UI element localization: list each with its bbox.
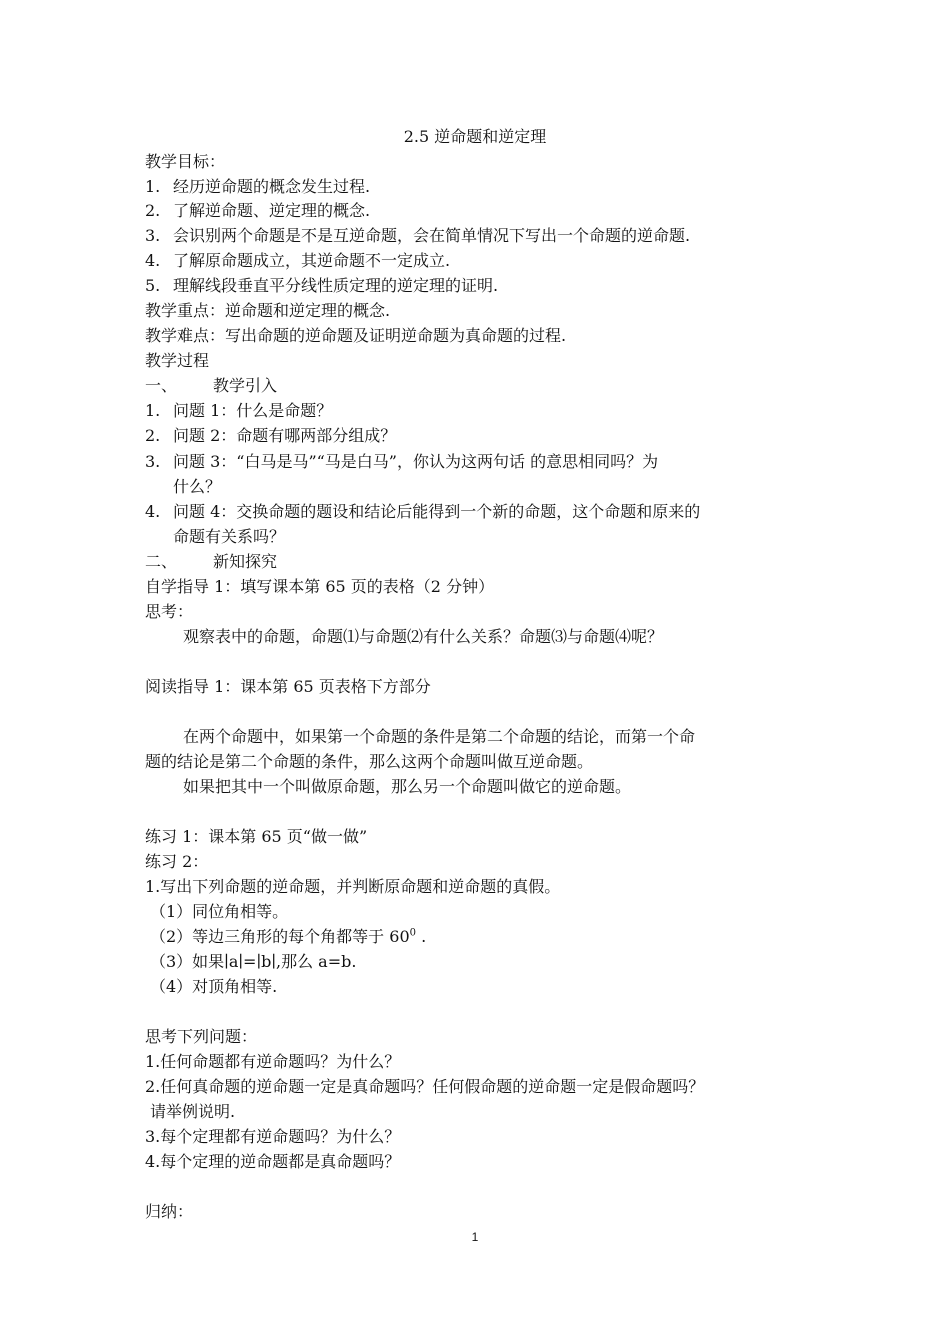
section-number: 一、	[145, 376, 178, 395]
difficulty: 教学难点：写出命题的逆命题及证明逆命题为真命题的过程.	[145, 326, 567, 345]
question-text: 问题 2：命题有哪两部分组成？	[173, 426, 397, 445]
objective-item	[145, 225, 690, 247]
definition-paragraph: 在两个命题中，如果第一个命题的条件是第二个命题的结论，而第一个命	[183, 727, 696, 746]
objective-item	[145, 200, 370, 222]
exercise-item: （3）如果∣a∣=∣b∣,那么 a=b.	[150, 952, 357, 971]
exercise-item: （1）同位角相等。	[150, 902, 289, 921]
exercise-intro: 1.写出下列命题的逆命题，并判断原命题和逆命题的真假。	[145, 877, 561, 896]
objective-item	[145, 275, 498, 297]
exercise-text: （2）等边三角形的每个角都等于 60	[150, 927, 410, 946]
objective-text: 经历逆命题的概念发生过程.	[173, 177, 371, 196]
list-number: 4.	[145, 502, 161, 521]
definition-paragraph-2: 如果把其中一个叫做原命题，那么另一个命题叫做它的逆命题。	[183, 777, 632, 796]
objectives-heading: 教学目标：	[145, 152, 226, 171]
practice-1: 练习 1：课本第 65 页“做一做”	[145, 827, 368, 846]
think-question: 2.任何真命题的逆命题一定是真命题吗？任何假命题的逆命题一定是假命题吗？	[145, 1077, 705, 1096]
process-heading: 教学过程	[145, 351, 210, 370]
question-item	[145, 400, 332, 422]
objective-text: 了解原命题成立，其逆命题不一定成立.	[173, 251, 451, 270]
question-item	[145, 425, 396, 447]
think-question: 1.任何命题都有逆命题吗？为什么？	[145, 1052, 401, 1071]
think-question-continuation: 请举例说明.	[150, 1102, 236, 1121]
degree-superscript: 0	[409, 927, 417, 939]
question-continuation: 命题有关系吗？	[173, 527, 286, 546]
exercise-item	[150, 926, 426, 948]
section-heading	[145, 551, 277, 573]
think-questions-heading: 思考下列问题：	[145, 1027, 258, 1046]
definition-paragraph-cont: 题的结论是第二个命题的条件，那么这两个命题叫做互逆命题。	[145, 752, 594, 771]
list-number: 2.	[145, 201, 161, 220]
key-point: 教学重点：逆命题和逆定理的概念.	[145, 301, 391, 320]
section-number: 二、	[145, 552, 178, 571]
think-text: 观察表中的命题，命题⑴与命题⑵有什么关系？命题⑶与命题⑷呢？	[183, 627, 664, 646]
question-text: 问题 3：“白马是马”“马是白马”，你认为这两句话 的意思相同吗？为	[173, 452, 659, 471]
self-study-guide: 自学指导 1：填写课本第 65 页的表格（2 分钟）	[145, 577, 495, 596]
list-number: 1.	[145, 177, 161, 196]
question-continuation: 什么？	[173, 477, 222, 496]
section-title: 新知探究	[213, 552, 278, 571]
list-number: 2.	[145, 426, 161, 445]
section-heading	[145, 375, 277, 397]
reading-guide: 阅读指导 1：课本第 65 页表格下方部分	[145, 677, 431, 696]
question-item	[145, 451, 658, 473]
think-question: 4.每个定理的逆命题都是真命题吗？	[145, 1152, 401, 1171]
list-number: 4.	[145, 251, 161, 270]
document-title: 2.5 逆命题和逆定理	[403, 127, 547, 146]
list-number: 3.	[145, 226, 161, 245]
list-number: 1.	[145, 401, 161, 420]
practice-2: 练习 2：	[145, 852, 209, 871]
question-text: 问题 1：什么是命题？	[173, 401, 333, 420]
page-number: 1	[471, 1230, 479, 1244]
question-item	[145, 501, 700, 523]
exercise-text-end: .	[416, 927, 427, 946]
question-text: 问题 4：交换命题的题设和结论后能得到一个新的命题，这个命题和原来的	[173, 502, 701, 521]
objective-text: 了解逆命题、逆定理的概念.	[173, 201, 371, 220]
objective-text: 理解线段垂直平分线性质定理的逆定理的证明.	[173, 276, 499, 295]
objective-text: 会识别两个命题是不是互逆命题，会在简单情况下写出一个命题的逆命题.	[173, 226, 691, 245]
objective-item	[145, 250, 450, 272]
list-number: 5.	[145, 276, 161, 295]
think-question: 3.每个定理都有逆命题吗？为什么？	[145, 1127, 401, 1146]
list-number: 3.	[145, 452, 161, 471]
exercise-item: （4）对顶角相等.	[150, 977, 278, 996]
section-title: 教学引入	[213, 376, 278, 395]
think-label: 思考：	[145, 602, 194, 621]
objective-item	[145, 176, 370, 198]
summary-label: 归纳：	[145, 1202, 194, 1221]
